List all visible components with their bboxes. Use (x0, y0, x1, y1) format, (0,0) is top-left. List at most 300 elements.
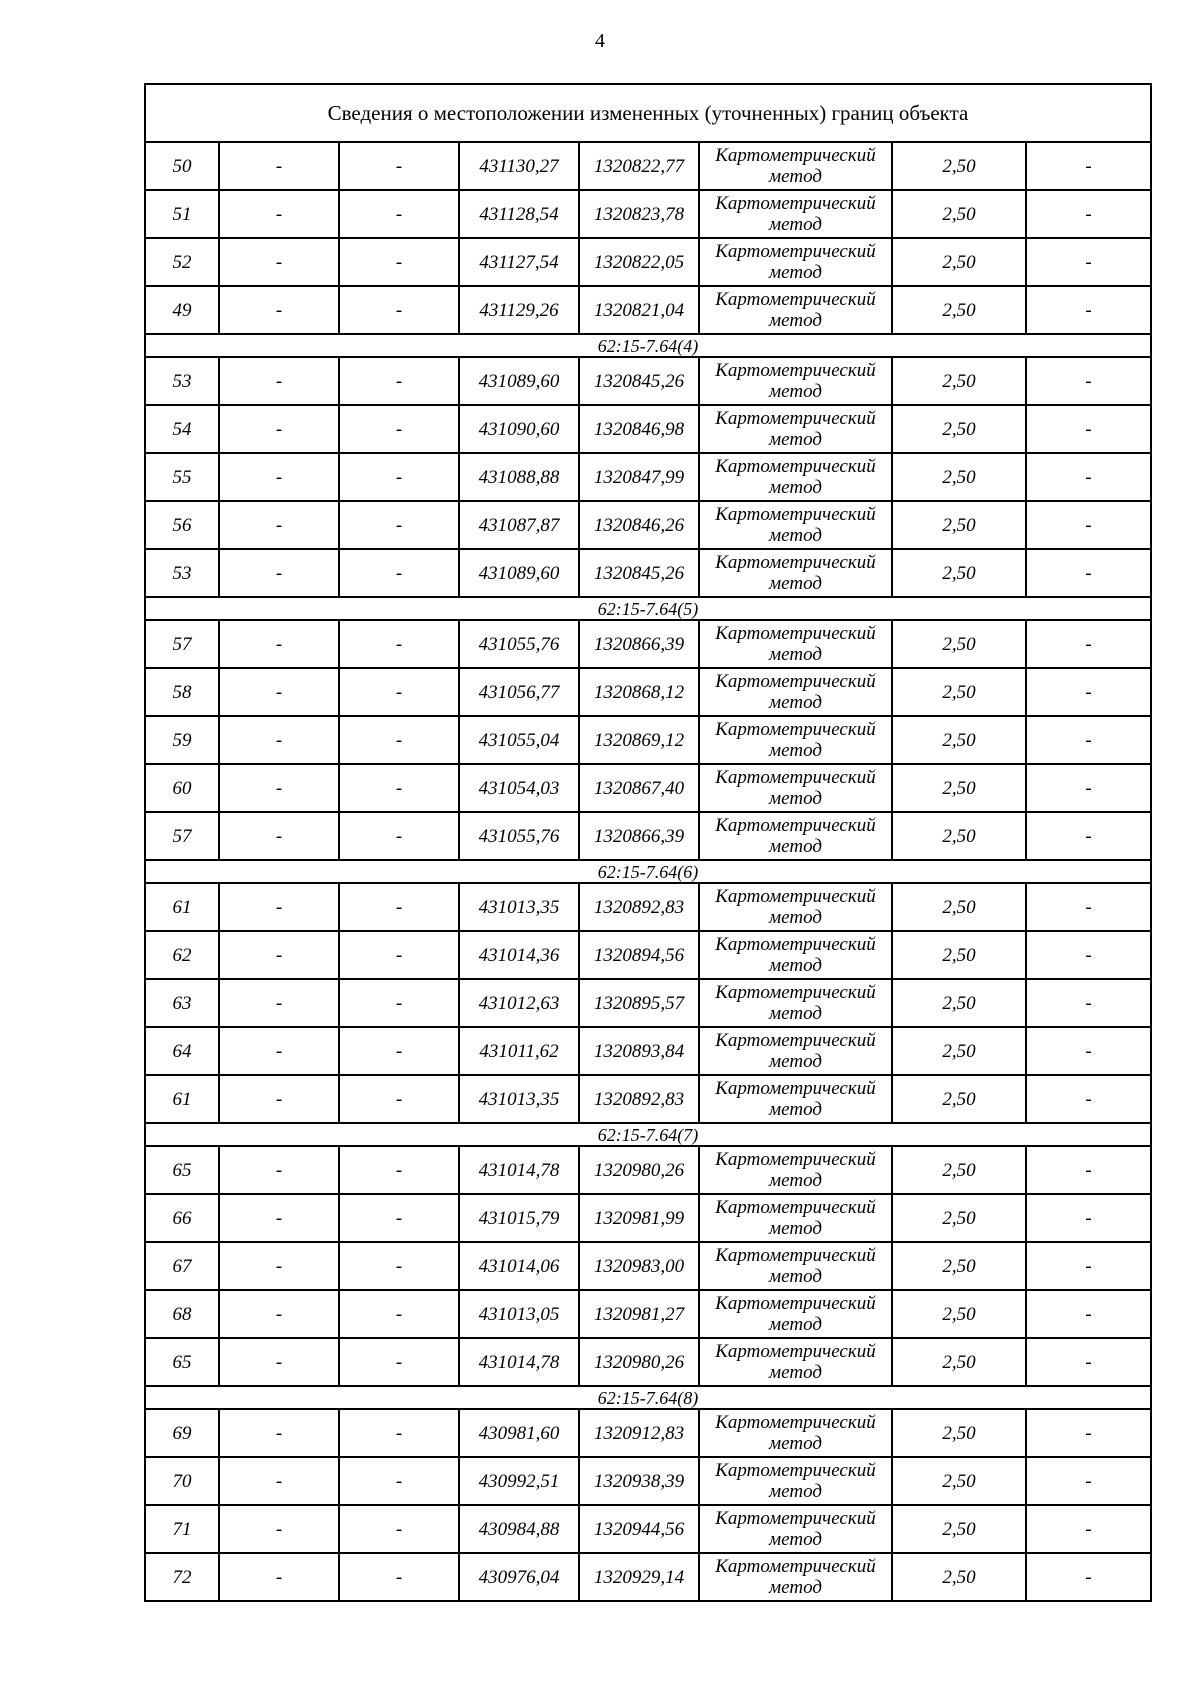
method-cell (699, 620, 892, 668)
old-y-cell: - (339, 931, 459, 979)
old-x-cell: - (219, 453, 339, 501)
old-y-cell: - (339, 1505, 459, 1553)
method-line-2: метод (769, 1218, 822, 1239)
description-cell: - (1026, 764, 1151, 812)
boundary-coordinates-table (144, 83, 1152, 1602)
table-row (145, 1146, 1151, 1194)
table-row (145, 1409, 1151, 1457)
method-line-1: Картометрический (715, 767, 876, 788)
point-number-cell: 52 (145, 238, 219, 286)
old-x-cell: - (219, 357, 339, 405)
accuracy-cell: 2,50 (892, 764, 1026, 812)
x-coordinate-cell: 431014,36 (459, 931, 579, 979)
contour-section-row (145, 334, 1151, 357)
method-line-2: метод (769, 429, 822, 450)
point-number-cell: 49 (145, 286, 219, 334)
method-line-1: Картометрический (715, 1508, 876, 1529)
point-number-cell: 53 (145, 549, 219, 597)
table-row (145, 979, 1151, 1027)
y-coordinate-cell: 1320895,57 (579, 979, 699, 1027)
method-cell (699, 716, 892, 764)
x-coordinate-cell: 431014,06 (459, 1242, 579, 1290)
x-coordinate-cell: 431089,60 (459, 357, 579, 405)
accuracy-cell: 2,50 (892, 931, 1026, 979)
contour-section-row (145, 597, 1151, 620)
old-x-cell: - (219, 979, 339, 1027)
y-coordinate-cell: 1320980,26 (579, 1338, 699, 1386)
point-number-cell: 65 (145, 1338, 219, 1386)
accuracy-cell: 2,50 (892, 620, 1026, 668)
table-row (145, 357, 1151, 405)
old-x-cell: - (219, 286, 339, 334)
x-coordinate-cell: 431014,78 (459, 1146, 579, 1194)
table-row (145, 238, 1151, 286)
point-number-cell: 67 (145, 1242, 219, 1290)
description-cell: - (1026, 501, 1151, 549)
old-y-cell: - (339, 453, 459, 501)
accuracy-cell: 2,50 (892, 1242, 1026, 1290)
page-number: 4 (595, 30, 605, 52)
method-line-1: Картометрический (715, 552, 876, 573)
method-cell (699, 286, 892, 334)
description-cell: - (1026, 1505, 1151, 1553)
description-cell: - (1026, 405, 1151, 453)
method-cell (699, 1553, 892, 1601)
description-cell: - (1026, 1409, 1151, 1457)
point-number-cell: 71 (145, 1505, 219, 1553)
method-line-2: метод (769, 1529, 822, 1550)
method-line-1: Картометрический (715, 1197, 876, 1218)
point-number-cell: 55 (145, 453, 219, 501)
x-coordinate-cell: 431055,76 (459, 812, 579, 860)
description-cell: - (1026, 1194, 1151, 1242)
y-coordinate-cell: 1320845,26 (579, 549, 699, 597)
old-y-cell: - (339, 1075, 459, 1123)
method-cell (699, 979, 892, 1027)
x-coordinate-cell: 431011,62 (459, 1027, 579, 1075)
accuracy-cell: 2,50 (892, 549, 1026, 597)
table-title-row (145, 84, 1151, 142)
method-cell (699, 501, 892, 549)
description-cell: - (1026, 238, 1151, 286)
method-line-1: Картометрический (715, 408, 876, 429)
old-y-cell: - (339, 1242, 459, 1290)
method-line-2: метод (769, 644, 822, 665)
accuracy-cell: 2,50 (892, 812, 1026, 860)
description-cell: - (1026, 812, 1151, 860)
description-cell: - (1026, 620, 1151, 668)
old-y-cell: - (339, 620, 459, 668)
old-y-cell: - (339, 286, 459, 334)
accuracy-cell: 2,50 (892, 190, 1026, 238)
table-row (145, 1505, 1151, 1553)
method-line-2: метод (769, 166, 822, 187)
accuracy-cell: 2,50 (892, 1553, 1026, 1601)
table-row (145, 1338, 1151, 1386)
accuracy-cell: 2,50 (892, 405, 1026, 453)
method-line-2: метод (769, 1481, 822, 1502)
method-line-2: метод (769, 907, 822, 928)
accuracy-cell: 2,50 (892, 979, 1026, 1027)
method-line-1: Картометрический (715, 815, 876, 836)
table-row (145, 1075, 1151, 1123)
point-number-cell: 72 (145, 1553, 219, 1601)
table-row (145, 142, 1151, 190)
y-coordinate-cell: 1320846,26 (579, 501, 699, 549)
point-number-cell: 68 (145, 1290, 219, 1338)
method-cell (699, 931, 892, 979)
description-cell: - (1026, 931, 1151, 979)
table-row (145, 286, 1151, 334)
point-number-cell: 66 (145, 1194, 219, 1242)
y-coordinate-cell: 1320980,26 (579, 1146, 699, 1194)
old-x-cell: - (219, 812, 339, 860)
method-cell (699, 405, 892, 453)
old-x-cell: - (219, 1505, 339, 1553)
x-coordinate-cell: 431013,35 (459, 1075, 579, 1123)
y-coordinate-cell: 1320944,56 (579, 1505, 699, 1553)
old-x-cell: - (219, 1075, 339, 1123)
method-line-2: метод (769, 1362, 822, 1383)
table-row (145, 453, 1151, 501)
x-coordinate-cell: 431090,60 (459, 405, 579, 453)
method-line-1: Картометрический (715, 1078, 876, 1099)
table-row (145, 1457, 1151, 1505)
old-y-cell: - (339, 1409, 459, 1457)
old-x-cell: - (219, 501, 339, 549)
old-x-cell: - (219, 1194, 339, 1242)
method-line-1: Картометрический (715, 1460, 876, 1481)
old-y-cell: - (339, 979, 459, 1027)
old-y-cell: - (339, 764, 459, 812)
x-coordinate-cell: 431012,63 (459, 979, 579, 1027)
method-line-2: метод (769, 1051, 822, 1072)
table-row (145, 1194, 1151, 1242)
accuracy-cell: 2,50 (892, 357, 1026, 405)
old-y-cell: - (339, 1457, 459, 1505)
description-cell: - (1026, 1242, 1151, 1290)
y-coordinate-cell: 1320866,39 (579, 812, 699, 860)
table-row (145, 883, 1151, 931)
point-number-cell: 60 (145, 764, 219, 812)
y-coordinate-cell: 1320981,27 (579, 1290, 699, 1338)
old-x-cell: - (219, 620, 339, 668)
y-coordinate-cell: 1320892,83 (579, 883, 699, 931)
point-number-cell: 69 (145, 1409, 219, 1457)
method-line-2: метод (769, 573, 822, 594)
x-coordinate-cell: 431130,27 (459, 142, 579, 190)
x-coordinate-cell: 431013,35 (459, 883, 579, 931)
x-coordinate-cell: 431054,03 (459, 764, 579, 812)
description-cell: - (1026, 1146, 1151, 1194)
y-coordinate-cell: 1320892,83 (579, 1075, 699, 1123)
x-coordinate-cell: 431127,54 (459, 238, 579, 286)
method-line-2: метод (769, 1266, 822, 1287)
accuracy-cell: 2,50 (892, 716, 1026, 764)
old-y-cell: - (339, 357, 459, 405)
description-cell: - (1026, 1290, 1151, 1338)
method-line-2: метод (769, 955, 822, 976)
method-cell (699, 1338, 892, 1386)
old-y-cell: - (339, 405, 459, 453)
x-coordinate-cell: 431087,87 (459, 501, 579, 549)
method-line-1: Картометрический (715, 289, 876, 310)
old-x-cell: - (219, 1457, 339, 1505)
method-line-2: метод (769, 477, 822, 498)
table-row (145, 931, 1151, 979)
old-y-cell: - (339, 238, 459, 286)
method-line-1: Картометрический (715, 1412, 876, 1433)
table-row (145, 764, 1151, 812)
old-x-cell: - (219, 668, 339, 716)
y-coordinate-cell: 1320866,39 (579, 620, 699, 668)
y-coordinate-cell: 1320822,77 (579, 142, 699, 190)
contour-label: 62:15-7.64(4) (145, 334, 1151, 357)
old-y-cell: - (339, 1194, 459, 1242)
x-coordinate-cell: 431055,04 (459, 716, 579, 764)
method-line-1: Картометрический (715, 1293, 876, 1314)
y-coordinate-cell: 1320981,99 (579, 1194, 699, 1242)
contour-label: 62:15-7.64(5) (145, 597, 1151, 620)
description-cell: - (1026, 716, 1151, 764)
accuracy-cell: 2,50 (892, 1457, 1026, 1505)
point-number-cell: 53 (145, 357, 219, 405)
method-cell (699, 1146, 892, 1194)
y-coordinate-cell: 1320823,78 (579, 190, 699, 238)
method-line-1: Картометрический (715, 1556, 876, 1577)
method-line-2: метод (769, 381, 822, 402)
method-cell (699, 1027, 892, 1075)
method-cell (699, 453, 892, 501)
y-coordinate-cell: 1320912,83 (579, 1409, 699, 1457)
old-x-cell: - (219, 1027, 339, 1075)
description-cell: - (1026, 190, 1151, 238)
contour-label: 62:15-7.64(8) (145, 1386, 1151, 1409)
y-coordinate-cell: 1320983,00 (579, 1242, 699, 1290)
accuracy-cell: 2,50 (892, 1409, 1026, 1457)
old-x-cell: - (219, 1553, 339, 1601)
method-line-1: Картометрический (715, 623, 876, 644)
old-y-cell: - (339, 501, 459, 549)
table-row (145, 549, 1151, 597)
contour-section-row (145, 1386, 1151, 1409)
point-number-cell: 59 (145, 716, 219, 764)
old-x-cell: - (219, 1242, 339, 1290)
point-number-cell: 62 (145, 931, 219, 979)
x-coordinate-cell: 430984,88 (459, 1505, 579, 1553)
method-line-2: метод (769, 214, 822, 235)
point-number-cell: 63 (145, 979, 219, 1027)
method-line-1: Картометрический (715, 241, 876, 262)
y-coordinate-cell: 1320869,12 (579, 716, 699, 764)
table-row (145, 1553, 1151, 1601)
point-number-cell: 57 (145, 620, 219, 668)
method-cell (699, 1242, 892, 1290)
table-row (145, 620, 1151, 668)
x-coordinate-cell: 431013,05 (459, 1290, 579, 1338)
x-coordinate-cell: 431056,77 (459, 668, 579, 716)
old-x-cell: - (219, 931, 339, 979)
accuracy-cell: 2,50 (892, 1075, 1026, 1123)
old-x-cell: - (219, 190, 339, 238)
old-x-cell: - (219, 1146, 339, 1194)
old-y-cell: - (339, 883, 459, 931)
method-line-1: Картометрический (715, 456, 876, 477)
method-line-2: метод (769, 1170, 822, 1191)
point-number-cell: 70 (145, 1457, 219, 1505)
table-row (145, 668, 1151, 716)
old-x-cell: - (219, 405, 339, 453)
x-coordinate-cell: 431089,60 (459, 549, 579, 597)
contour-label: 62:15-7.64(6) (145, 860, 1151, 883)
method-cell (699, 1194, 892, 1242)
table-row (145, 1242, 1151, 1290)
method-cell (699, 549, 892, 597)
point-number-cell: 61 (145, 1075, 219, 1123)
y-coordinate-cell: 1320929,14 (579, 1553, 699, 1601)
point-number-cell: 65 (145, 1146, 219, 1194)
x-coordinate-cell: 431129,26 (459, 286, 579, 334)
accuracy-cell: 2,50 (892, 883, 1026, 931)
description-cell: - (1026, 668, 1151, 716)
method-line-1: Картометрический (715, 360, 876, 381)
method-line-1: Картометрический (715, 145, 876, 166)
x-coordinate-cell: 431128,54 (459, 190, 579, 238)
method-line-2: метод (769, 1577, 822, 1598)
accuracy-cell: 2,50 (892, 1505, 1026, 1553)
method-line-2: метод (769, 310, 822, 331)
y-coordinate-cell: 1320893,84 (579, 1027, 699, 1075)
old-x-cell: - (219, 142, 339, 190)
description-cell: - (1026, 1027, 1151, 1075)
method-line-1: Картометрический (715, 719, 876, 740)
accuracy-cell: 2,50 (892, 1146, 1026, 1194)
description-cell: - (1026, 1075, 1151, 1123)
y-coordinate-cell: 1320821,04 (579, 286, 699, 334)
old-x-cell: - (219, 883, 339, 931)
accuracy-cell: 2,50 (892, 668, 1026, 716)
table-row (145, 716, 1151, 764)
y-coordinate-cell: 1320846,98 (579, 405, 699, 453)
contour-section-row (145, 1123, 1151, 1146)
y-coordinate-cell: 1320867,40 (579, 764, 699, 812)
x-coordinate-cell: 430976,04 (459, 1553, 579, 1601)
method-line-1: Картометрический (715, 934, 876, 955)
description-cell: - (1026, 142, 1151, 190)
old-y-cell: - (339, 1553, 459, 1601)
x-coordinate-cell: 430992,51 (459, 1457, 579, 1505)
old-x-cell: - (219, 1338, 339, 1386)
description-cell: - (1026, 883, 1151, 931)
accuracy-cell: 2,50 (892, 1027, 1026, 1075)
table-row (145, 405, 1151, 453)
method-line-2: метод (769, 1003, 822, 1024)
method-cell (699, 1409, 892, 1457)
old-x-cell: - (219, 716, 339, 764)
method-line-1: Картометрический (715, 1030, 876, 1051)
method-cell (699, 190, 892, 238)
old-y-cell: - (339, 812, 459, 860)
point-number-cell: 51 (145, 190, 219, 238)
y-coordinate-cell: 1320894,56 (579, 931, 699, 979)
accuracy-cell: 2,50 (892, 1194, 1026, 1242)
y-coordinate-cell: 1320845,26 (579, 357, 699, 405)
description-cell: - (1026, 286, 1151, 334)
y-coordinate-cell: 1320868,12 (579, 668, 699, 716)
description-cell: - (1026, 1457, 1151, 1505)
method-line-2: метод (769, 788, 822, 809)
old-y-cell: - (339, 190, 459, 238)
table-row (145, 812, 1151, 860)
accuracy-cell: 2,50 (892, 142, 1026, 190)
method-cell (699, 1505, 892, 1553)
method-line-2: метод (769, 262, 822, 283)
old-y-cell: - (339, 668, 459, 716)
method-line-1: Картометрический (715, 193, 876, 214)
accuracy-cell: 2,50 (892, 453, 1026, 501)
method-cell (699, 1290, 892, 1338)
table-row (145, 501, 1151, 549)
method-line-1: Картометрический (715, 982, 876, 1003)
method-line-2: метод (769, 525, 822, 546)
point-number-cell: 50 (145, 142, 219, 190)
point-number-cell: 64 (145, 1027, 219, 1075)
method-line-2: метод (769, 740, 822, 761)
description-cell: - (1026, 357, 1151, 405)
table-row (145, 1027, 1151, 1075)
old-x-cell: - (219, 764, 339, 812)
y-coordinate-cell: 1320847,99 (579, 453, 699, 501)
table-title: Сведения о местоположении измененных (уточненных) границ объекта (145, 84, 1151, 142)
method-line-2: метод (769, 1314, 822, 1335)
table-row (145, 1290, 1151, 1338)
method-cell (699, 142, 892, 190)
point-number-cell: 58 (145, 668, 219, 716)
method-line-1: Картометрический (715, 671, 876, 692)
old-y-cell: - (339, 1027, 459, 1075)
old-x-cell: - (219, 1409, 339, 1457)
x-coordinate-cell: 431088,88 (459, 453, 579, 501)
old-y-cell: - (339, 1146, 459, 1194)
point-number-cell: 61 (145, 883, 219, 931)
method-line-2: метод (769, 836, 822, 857)
method-line-1: Картометрический (715, 504, 876, 525)
old-y-cell: - (339, 716, 459, 764)
description-cell: - (1026, 1338, 1151, 1386)
old-x-cell: - (219, 549, 339, 597)
method-cell (699, 1457, 892, 1505)
point-number-cell: 57 (145, 812, 219, 860)
method-line-1: Картометрический (715, 1149, 876, 1170)
contour-section-row (145, 860, 1151, 883)
contour-label: 62:15-7.64(7) (145, 1123, 1151, 1146)
description-cell: - (1026, 1553, 1151, 1601)
method-cell (699, 357, 892, 405)
method-line-1: Картометрический (715, 886, 876, 907)
method-cell (699, 812, 892, 860)
accuracy-cell: 2,50 (892, 238, 1026, 286)
description-cell: - (1026, 549, 1151, 597)
method-line-1: Картометрический (715, 1245, 876, 1266)
y-coordinate-cell: 1320822,05 (579, 238, 699, 286)
method-line-2: метод (769, 692, 822, 713)
accuracy-cell: 2,50 (892, 501, 1026, 549)
old-y-cell: - (339, 549, 459, 597)
method-cell (699, 764, 892, 812)
y-coordinate-cell: 1320938,39 (579, 1457, 699, 1505)
point-number-cell: 54 (145, 405, 219, 453)
description-cell: - (1026, 979, 1151, 1027)
